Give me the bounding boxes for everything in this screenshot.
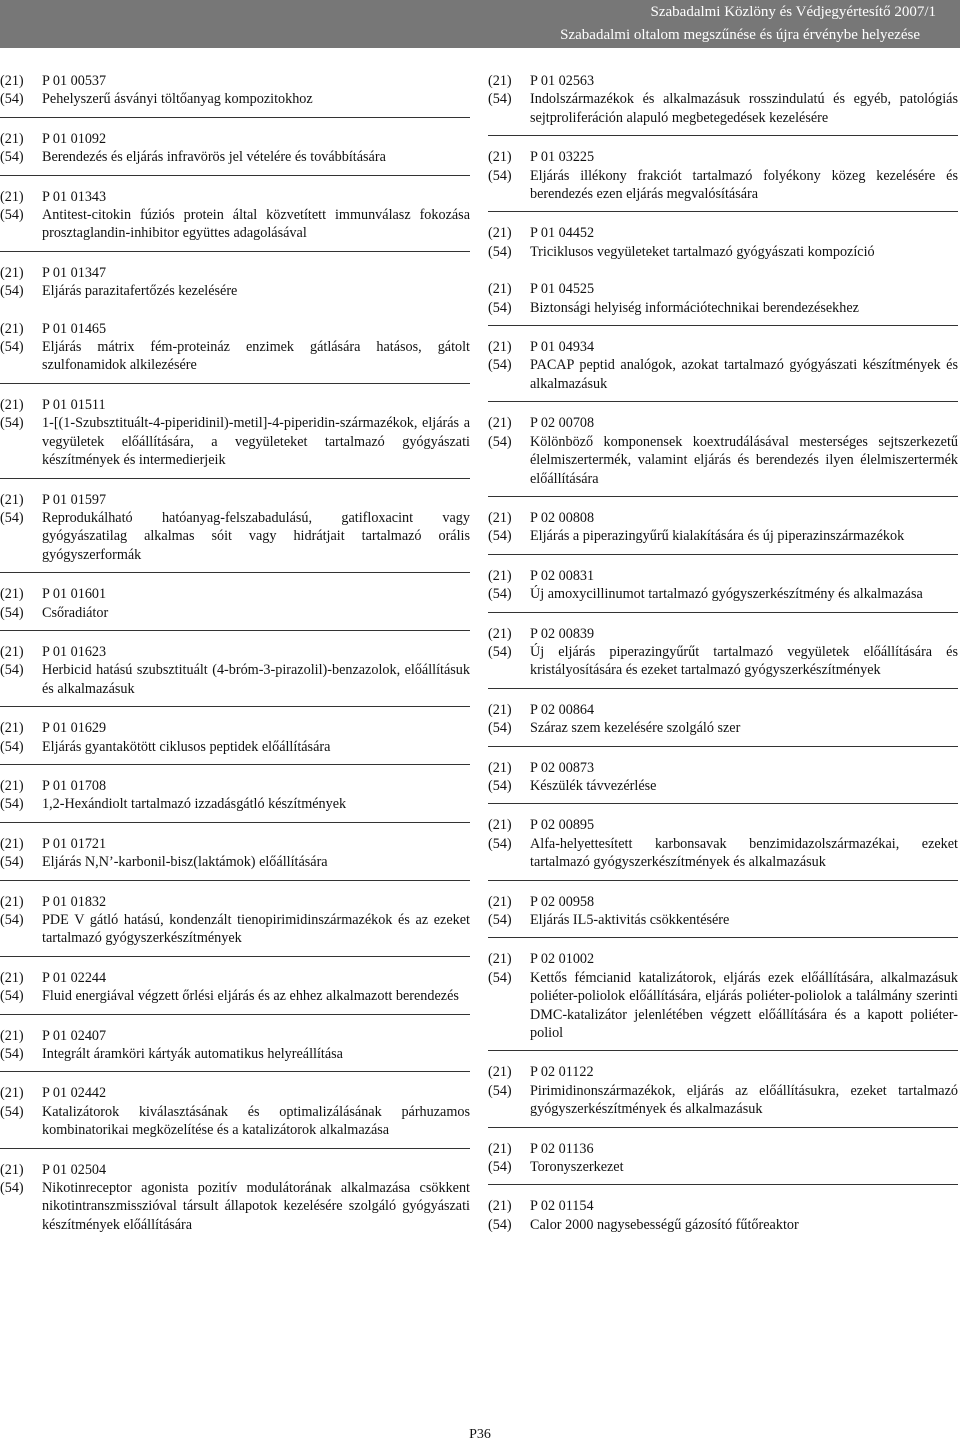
title-row (488, 1216, 958, 1234)
invention-title: Eljárás a piperazingyűrű kialakítására és új piperazinszármazékok (530, 528, 905, 545)
patent-entry (0, 320, 470, 375)
patent-entry (0, 130, 470, 167)
page-header (0, 0, 960, 48)
entry-divider (0, 822, 470, 823)
inid-code-54: (54) (0, 149, 24, 166)
application-number: P 01 02244 (42, 969, 107, 986)
application-number-row (0, 643, 470, 661)
application-number-row (488, 950, 958, 968)
application-number: P 01 02442 (42, 1085, 107, 1102)
application-number: P 02 01002 (530, 951, 595, 968)
entry-divider (488, 325, 958, 326)
title-row (0, 987, 470, 1005)
inid-code-21: (21) (0, 893, 24, 910)
entry-divider (0, 117, 470, 118)
entry-spacer (488, 261, 958, 280)
application-number-row (488, 1197, 958, 1215)
application-number: P 02 00831 (530, 567, 595, 584)
invention-title: Kölönböző komponensek koextrudálásával mesterséges sejtszerkezetű élelmiszertermék, valamint eljárás és berendezés ilyen élelmiszertermék előállítására (530, 433, 958, 487)
inid-code-21: (21) (0, 396, 24, 413)
inid-code-54: (54) (488, 299, 512, 316)
invention-title: Reprodukálható hatóanyag-felszabadulású, gatifloxacint vagy gyógyászatilag alkalmas sóit vagy hidrátjait tartalmazó orális gyógyszerformák (42, 509, 470, 563)
application-number-row (488, 72, 958, 90)
inid-code-54: (54) (0, 283, 24, 300)
application-number: P 01 03225 (530, 149, 595, 166)
application-number: P 02 00839 (530, 625, 595, 642)
application-number-row (488, 1140, 958, 1158)
section-title: Szabadalmi oltalom megszűnése és újra érvénybe helyezése (560, 27, 920, 43)
patent-entry (0, 396, 470, 470)
inid-code-21: (21) (0, 1085, 24, 1102)
invention-title: Berendezés és eljárás infravörös jel vételére és továbbítására (42, 149, 386, 166)
inid-code-54: (54) (0, 1046, 24, 1063)
inid-code-21: (21) (488, 149, 512, 166)
inid-code-54: (54) (0, 662, 24, 679)
application-number: P 01 01832 (42, 893, 107, 910)
entry-divider (488, 612, 958, 613)
patent-entry (488, 414, 958, 488)
invention-title: Alfa-helyettesített karbonsavak benzimidazolszármazékai, ezeket tartalmazó gyógyszerkészítmények és alkalmazásuk (530, 835, 958, 871)
patent-entry (488, 950, 958, 1042)
patent-entry (488, 509, 958, 546)
inid-code-21: (21) (0, 188, 24, 205)
inid-code-21: (21) (0, 73, 24, 89)
inid-code-21: (21) (488, 951, 512, 968)
patent-entry (488, 148, 958, 203)
patent-entry (488, 759, 958, 796)
application-number-row (488, 567, 958, 585)
inid-code-54: (54) (0, 509, 24, 526)
patent-entry (488, 893, 958, 930)
inid-code-21: (21) (0, 969, 24, 986)
application-number-row (0, 264, 470, 282)
patent-entry (0, 264, 470, 301)
application-number: P 01 01629 (42, 720, 107, 737)
application-number-row (0, 1027, 470, 1045)
application-number: P 01 02407 (42, 1027, 107, 1044)
inid-code-54: (54) (0, 1103, 24, 1120)
inid-code-54: (54) (488, 777, 512, 794)
inid-code-54: (54) (488, 912, 512, 928)
application-number-row (488, 509, 958, 527)
application-number: P 02 00808 (530, 509, 595, 526)
inid-code-21: (21) (488, 509, 512, 526)
invention-title: Eljárás parazitafertőzés kezelésére (42, 283, 238, 300)
entry-divider (488, 1050, 958, 1051)
title-row (488, 1158, 958, 1176)
application-number-row (488, 1063, 958, 1081)
application-number: P 01 01092 (42, 130, 107, 147)
application-number: P 02 01154 (530, 1198, 594, 1215)
application-number-row (488, 701, 958, 719)
application-number-row (0, 835, 470, 853)
inid-code-54: (54) (488, 528, 512, 545)
title-row (0, 853, 470, 871)
entry-divider (0, 1148, 470, 1149)
application-number: P 02 00958 (530, 893, 595, 910)
application-number: P 01 04452 (530, 225, 595, 242)
patent-entry (488, 625, 958, 680)
invention-title: 1-[(1-Szubsztituált-4-piperidinil)-metil]-4-piperidin-származékok, eljárás a vegyületek előállítására, a vegyületeket tartalmazó gyógyászati készítmények és intermedierjeik (42, 415, 470, 469)
inid-code-54: (54) (488, 969, 512, 986)
inid-code-21: (21) (488, 817, 512, 834)
entry-divider (488, 1127, 958, 1128)
invention-title: Száraz szem kezelésére szolgáló szer (530, 720, 741, 737)
inid-code-54: (54) (0, 91, 24, 108)
title-row (488, 243, 958, 261)
application-number-row (0, 72, 470, 90)
invention-title: Biztonsági helyiség információtechnikai berendezésekhez (530, 299, 859, 316)
inid-code-54: (54) (0, 912, 24, 928)
application-number-row (0, 396, 470, 414)
application-number: P 01 01347 (42, 264, 107, 281)
application-number: P 01 00537 (42, 73, 107, 89)
application-number: P 01 01601 (42, 586, 107, 603)
title-row (488, 643, 958, 680)
inid-code-21: (21) (0, 1027, 24, 1044)
patent-entry (0, 1161, 470, 1235)
title-row (0, 738, 470, 756)
invention-title: PDE V gátló hatású, kondenzált tienopirimidinszármazékok és az ezeket tartalmazó gyógyszerkészítmények (42, 912, 470, 947)
entry-divider (0, 383, 470, 384)
application-number: P 01 04525 (530, 281, 595, 298)
patent-entry (0, 72, 470, 109)
inid-code-54: (54) (488, 1159, 512, 1176)
patent-entry (488, 72, 958, 127)
entry-divider (488, 746, 958, 747)
invention-title: Eljárás gyantakötött ciklusos peptidek előállítására (42, 738, 331, 755)
application-number: P 01 02563 (530, 73, 595, 89)
patent-entry (488, 567, 958, 604)
application-number: P 01 01465 (42, 320, 107, 337)
patent-entry (0, 835, 470, 872)
invention-title: 1,2-Hexándiolt tartalmazó izzadásgátló készítmények (42, 796, 347, 813)
entry-divider (0, 1014, 470, 1015)
application-number: P 02 01122 (530, 1064, 594, 1081)
inid-code-54: (54) (488, 357, 512, 374)
patent-entry (488, 280, 958, 317)
inid-code-54: (54) (0, 988, 24, 1005)
inid-code-54: (54) (0, 604, 24, 621)
patent-entry (0, 585, 470, 622)
patent-entry (0, 893, 470, 948)
invention-title: Eljárás IL5-aktivitás csökkentésére (530, 912, 730, 928)
title-row (488, 777, 958, 795)
inid-code-21: (21) (0, 643, 24, 660)
invention-title: Integrált áramköri kártyák automatikus helyreállítása (42, 1046, 343, 1063)
application-number-row (0, 1161, 470, 1179)
invention-title: Pirimidinonszármazékok, eljárás az előállításukra, ezeket tartalmazó gyógyszerkészítmények és alkalmazásuk (530, 1082, 958, 1118)
title-row (0, 414, 470, 469)
entry-divider (488, 937, 958, 938)
invention-title: Nikotinreceptor agonista pozitív modulátorának alkalmazása csökkent nikotintranszmisszióval társult állapotok kezelésére szolgáló gyógyászati készítmények előállítására (42, 1180, 470, 1233)
entry-divider (0, 175, 470, 176)
invention-title: Eljárás illékony frakciót tartalmazó folyékony közeg kezelésére és berendezés ezen eljárás megvalósítására (530, 167, 958, 203)
inid-code-54: (54) (488, 433, 512, 450)
inid-code-54: (54) (488, 643, 512, 660)
patent-entry (0, 1027, 470, 1064)
entry-divider (0, 630, 470, 631)
application-number-row (488, 625, 958, 643)
title-row (0, 795, 470, 813)
entry-divider (488, 401, 958, 402)
title-row (0, 604, 470, 622)
application-number-row (0, 969, 470, 987)
inid-code-21: (21) (488, 339, 512, 356)
application-number-row (0, 130, 470, 148)
inid-code-21: (21) (0, 264, 24, 281)
invention-title: Pehelyszerű ásványi töltőanyag kompozitokhoz (42, 91, 313, 108)
application-number-row (488, 816, 958, 834)
inid-code-54: (54) (0, 339, 24, 356)
title-row (488, 356, 958, 393)
title-row (0, 1045, 470, 1063)
inid-code-21: (21) (488, 225, 512, 242)
title-row (0, 509, 470, 564)
inid-code-21: (21) (0, 720, 24, 737)
entry-divider (488, 880, 958, 881)
title-row (488, 911, 958, 929)
inid-code-21: (21) (488, 893, 512, 910)
inid-code-21: (21) (488, 1064, 512, 1081)
application-number-row (0, 320, 470, 338)
application-number-row (0, 585, 470, 603)
invention-title: Toronyszerkezet (530, 1159, 624, 1176)
patent-entry (488, 224, 958, 261)
entry-spacer (0, 301, 470, 320)
entry-divider (488, 803, 958, 804)
inid-code-21: (21) (0, 777, 24, 794)
application-number-row (0, 893, 470, 911)
application-number: P 01 01343 (42, 188, 107, 205)
patent-entry (488, 816, 958, 871)
invention-title: Csőradiátor (42, 604, 109, 621)
inid-code-54: (54) (488, 1082, 512, 1099)
inid-code-54: (54) (488, 1216, 512, 1233)
invention-title: Új amoxycillinumot tartalmazó gyógyszerkészítmény és alkalmazása (530, 586, 923, 603)
inid-code-21: (21) (488, 759, 512, 776)
entry-divider (0, 251, 470, 252)
application-number-row (0, 1084, 470, 1102)
inid-code-21: (21) (0, 835, 24, 852)
inid-code-54: (54) (0, 738, 24, 755)
application-number: P 02 00708 (530, 415, 595, 432)
entry-divider (0, 880, 470, 881)
invention-title: Eljárás mátrix fém-proteináz enzimek gátlására hatásos, gátolt szulfonamidok alkilezésére (42, 339, 470, 374)
application-number: P 02 00864 (530, 701, 595, 718)
application-number: P 01 01597 (42, 491, 107, 508)
entry-divider (0, 478, 470, 479)
title-row (0, 282, 470, 300)
invention-title: Kettős fémcianid katalizátorok, eljárás ezek előállítására, alkalmazásuk poliéter-poliolok előállítására, eljárás poliéter-poliolok a találmány szerinti DMC-katalizátor jelenlétében végzett előállítására és a kapott poliéter-poliol (530, 969, 958, 1042)
patent-entry (0, 643, 470, 698)
inid-code-54: (54) (488, 720, 512, 737)
application-number: P 01 01721 (42, 835, 107, 852)
application-number-row (488, 338, 958, 356)
patent-entry (488, 1063, 958, 1118)
inid-code-54: (54) (488, 167, 512, 184)
title-row (0, 1103, 470, 1140)
title-row (488, 969, 958, 1043)
entry-divider (488, 1184, 958, 1185)
inid-code-21: (21) (488, 281, 512, 298)
title-row (0, 148, 470, 166)
application-number: P 01 04934 (530, 339, 595, 356)
patent-entry (0, 1084, 470, 1139)
left-column (0, 72, 470, 1234)
invention-title: PACAP peptid analógok, azokat tartalmazó gyógyászati készítmények és alkalmazásuk (530, 357, 958, 392)
inid-code-21: (21) (0, 491, 24, 508)
title-row (0, 90, 470, 108)
invention-title: Fluid energiával végzett őrlési eljárás és az ehhez alkalmazott berendezés (42, 988, 459, 1005)
patent-entry (488, 338, 958, 393)
title-row (488, 527, 958, 545)
invention-title: Antitest-citokin fúziós protein által közvetített immunválasz fokozása prosztaglandin-inhibitor együttes adagolásával (42, 207, 470, 242)
patent-entry (0, 969, 470, 1006)
title-row (488, 835, 958, 872)
application-number-row (0, 188, 470, 206)
application-number-row (488, 893, 958, 911)
inid-code-21: (21) (488, 1198, 512, 1215)
entry-divider (0, 572, 470, 573)
entry-divider (488, 554, 958, 555)
inid-code-21: (21) (0, 320, 24, 337)
invention-title: Indolszármazékok és alkalmazásuk rosszindulatú és egyéb, patológiás sejtproliferáción alapuló megbetegedések kezelésére (530, 91, 958, 126)
right-column (488, 72, 958, 1234)
title-row (0, 911, 470, 948)
application-number-row (0, 777, 470, 795)
application-number-row (488, 759, 958, 777)
title-row (488, 299, 958, 317)
title-row (488, 433, 958, 488)
entry-divider (0, 764, 470, 765)
entry-divider (488, 135, 958, 136)
inid-code-54: (54) (488, 91, 512, 108)
inid-code-54: (54) (0, 854, 24, 871)
inid-code-21: (21) (488, 415, 512, 432)
entry-divider (0, 706, 470, 707)
application-number-row (488, 280, 958, 298)
inid-code-54: (54) (488, 243, 512, 260)
entry-divider (488, 688, 958, 689)
title-row (0, 661, 470, 698)
inid-code-54: (54) (0, 796, 24, 813)
title-row (488, 167, 958, 204)
application-number-row (0, 719, 470, 737)
application-number: P 02 01136 (530, 1140, 594, 1157)
application-number-row (0, 491, 470, 509)
title-row (0, 1179, 470, 1234)
title-row (488, 90, 958, 127)
inid-code-54: (54) (488, 835, 512, 852)
title-row (488, 1082, 958, 1119)
patent-entry (488, 1197, 958, 1234)
application-number-row (488, 224, 958, 242)
entry-divider (488, 496, 958, 497)
inid-code-54: (54) (0, 415, 24, 432)
invention-title: Új eljárás piperazingyűrűt tartalmazó vegyületek előállítására és kristályosítására és ezeket tartalmazó gyógyszerkészítmények (530, 643, 958, 679)
application-number: P 02 00873 (530, 759, 595, 776)
inid-code-21: (21) (488, 567, 512, 584)
inid-code-54: (54) (0, 1180, 24, 1197)
application-number: P 01 01708 (42, 777, 107, 794)
inid-code-21: (21) (488, 701, 512, 718)
entry-divider (488, 211, 958, 212)
title-row (488, 719, 958, 737)
inid-code-21: (21) (488, 73, 512, 89)
application-number: P 01 01623 (42, 643, 107, 660)
application-number-row (488, 148, 958, 166)
invention-title: Triciklusos vegyületeket tartalmazó gyógyászati kompozíció (530, 243, 875, 260)
title-row (0, 206, 470, 243)
entry-divider (0, 1071, 470, 1072)
invention-title: Katalizátorok kiválasztásának és optimalizálásának párhuzamos kombinatorikai megközelítése és a katalizátorok alkalmazása (42, 1103, 470, 1139)
inid-code-21: (21) (0, 1161, 24, 1178)
inid-code-21: (21) (0, 586, 24, 603)
inid-code-54: (54) (0, 207, 24, 224)
inid-code-21: (21) (488, 625, 512, 642)
invention-title: Eljárás N,N’-karbonil-bisz(laktámok) előállítására (42, 854, 328, 871)
invention-title: Calor 2000 nagysebességű gázosító fűtőreaktor (530, 1216, 799, 1233)
inid-code-54: (54) (488, 586, 512, 603)
application-number: P 01 02504 (42, 1161, 107, 1178)
patent-entry (488, 1140, 958, 1177)
application-number-row (488, 414, 958, 432)
inid-code-21: (21) (488, 1140, 512, 1157)
invention-title: Herbicid hatású szubsztituált (4-bróm-3-pirazolil)-benzazolok, előállításuk és alkalmazásuk (42, 662, 470, 697)
patent-entry (488, 701, 958, 738)
patent-entry (0, 719, 470, 756)
title-row (488, 585, 958, 603)
entry-divider (0, 956, 470, 957)
invention-title: Készülék távvezérlése (530, 777, 657, 794)
title-row (0, 338, 470, 375)
journal-title: Szabadalmi Közlöny és Védjegyértesítő 2007/1 (650, 4, 936, 20)
patent-entry (0, 491, 470, 565)
application-number: P 01 01511 (42, 396, 106, 413)
page-number: P36 (469, 1427, 491, 1442)
application-number: P 02 00895 (530, 817, 595, 834)
patent-entry (0, 188, 470, 243)
patent-entry (0, 777, 470, 814)
inid-code-21: (21) (0, 130, 24, 147)
